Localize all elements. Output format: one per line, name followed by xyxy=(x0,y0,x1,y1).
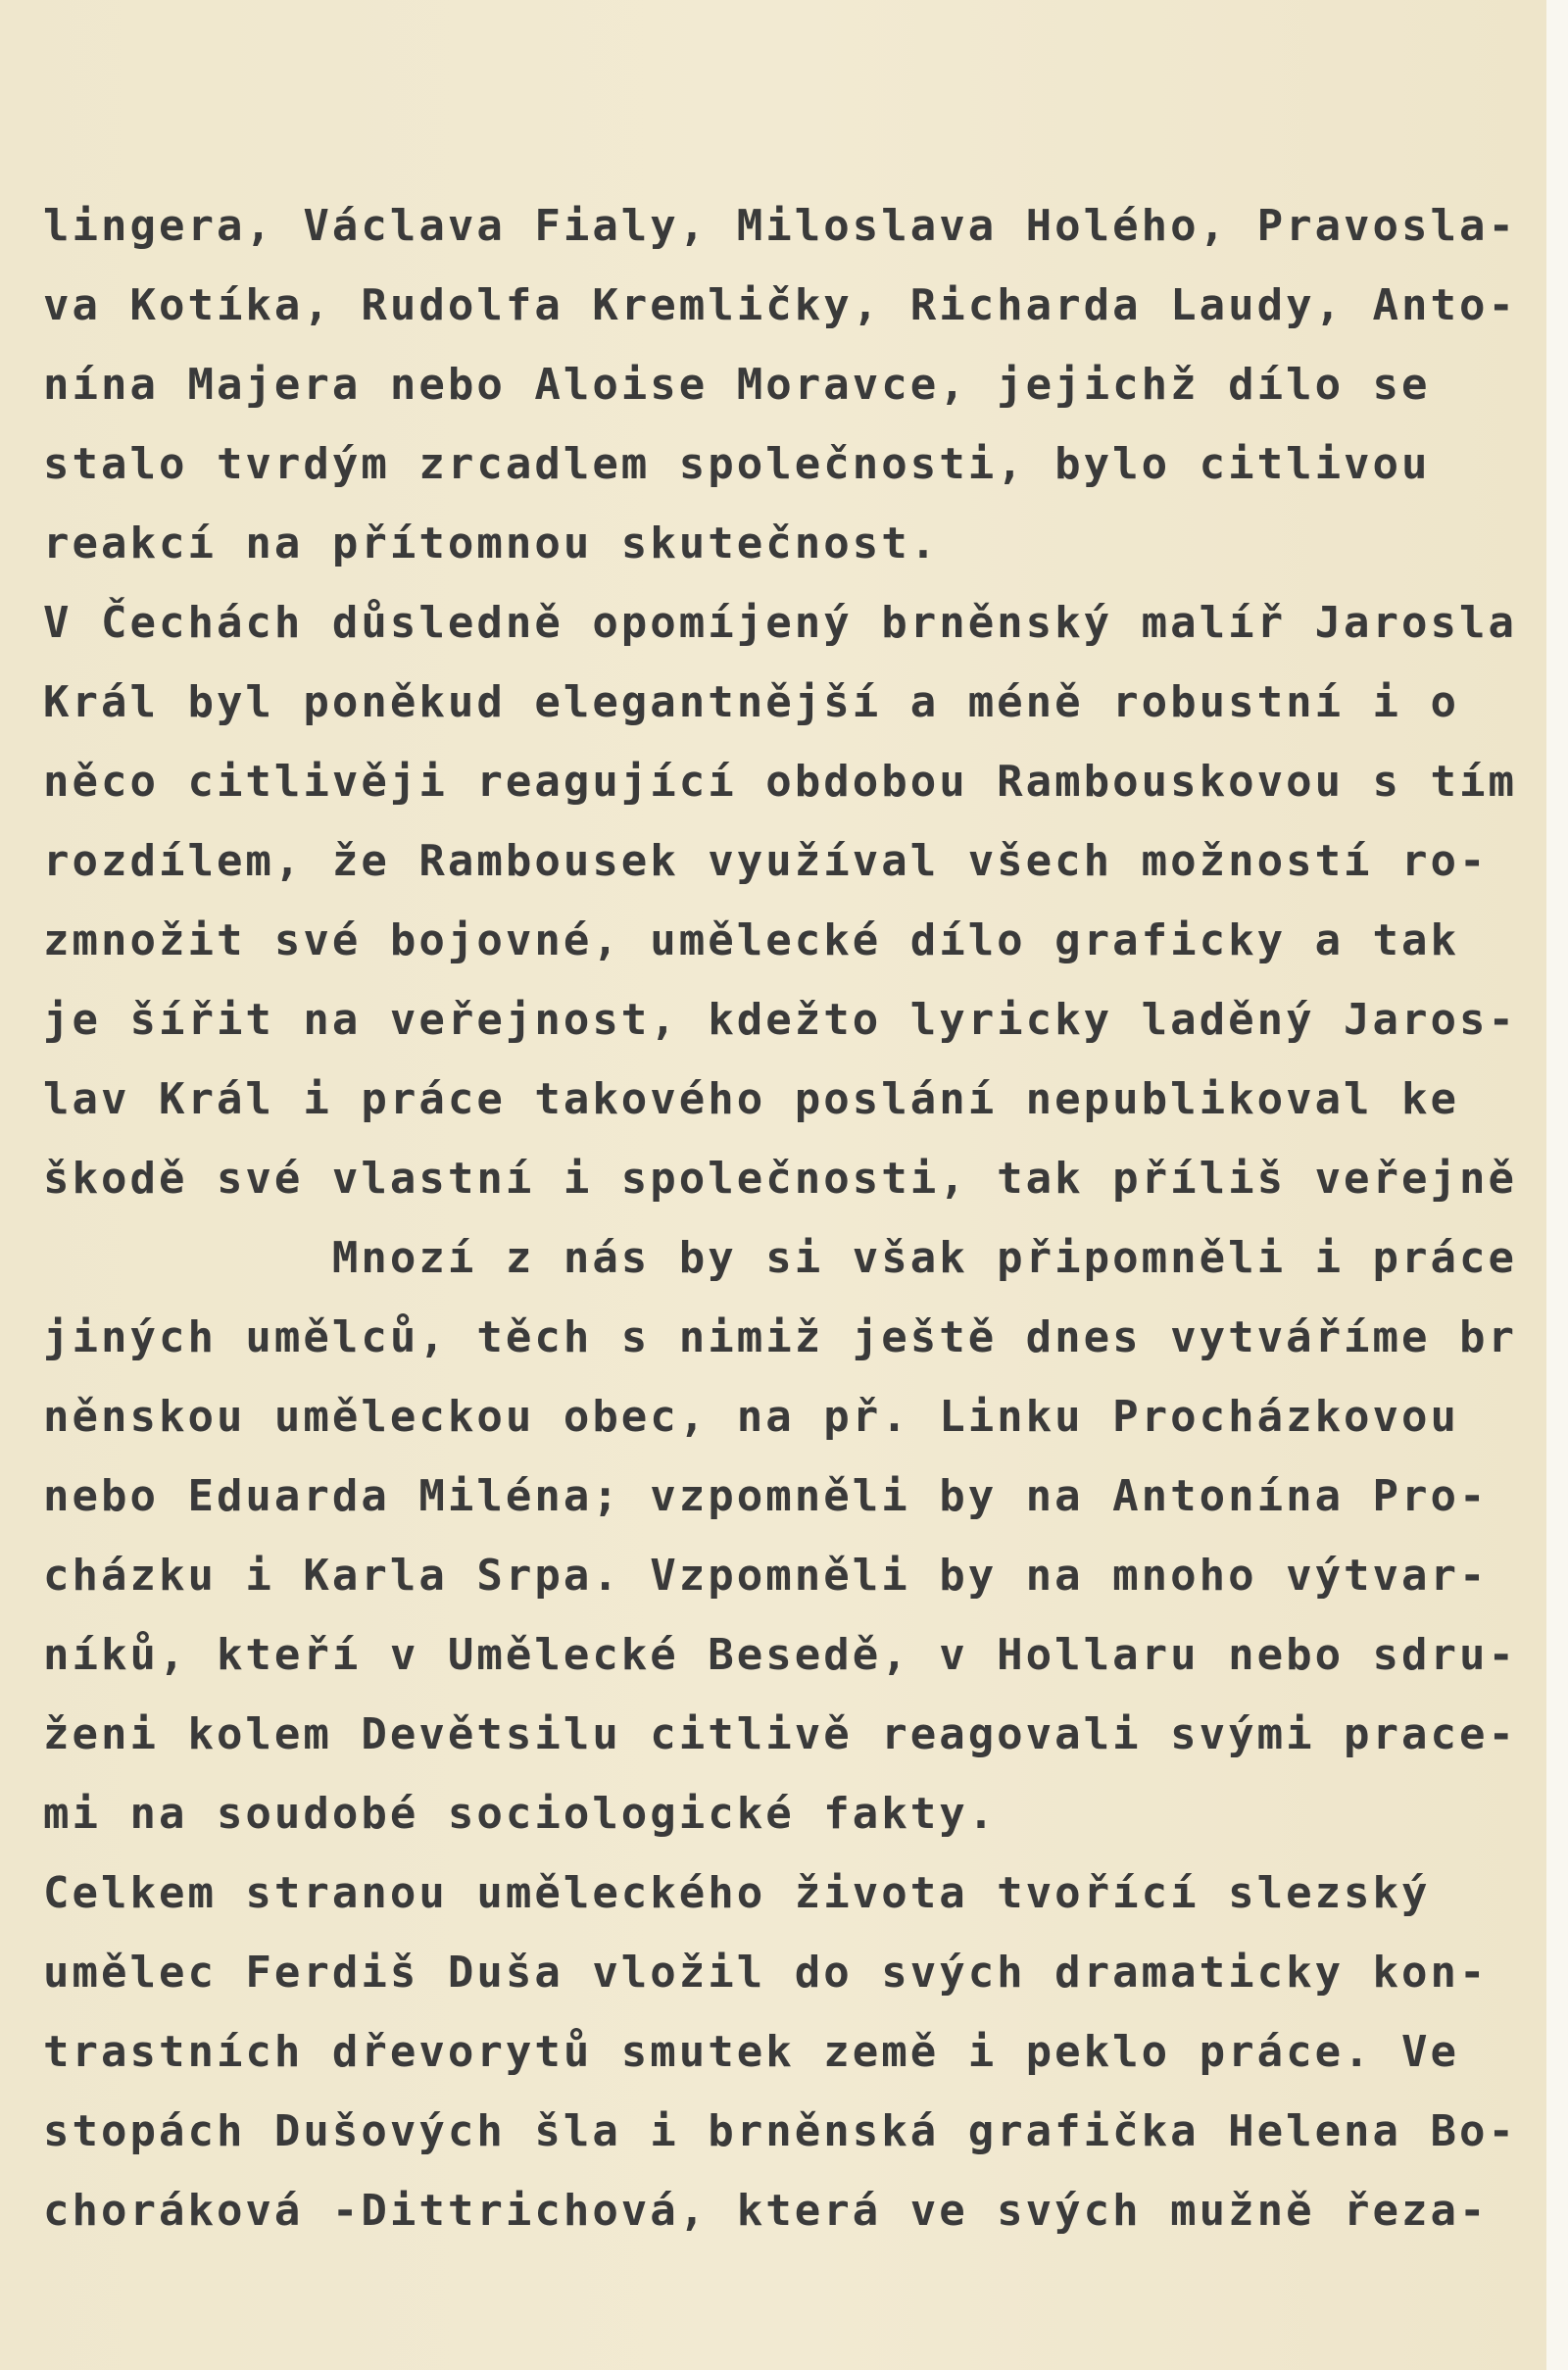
page-edge xyxy=(1546,0,1568,2370)
text-line: umělec Ferdiš Duša vložil do svých dramaticky kon- xyxy=(43,1948,1489,1998)
text-line: stopách Dušových šla i brněnská grafička Helena Bo- xyxy=(43,2106,1518,2156)
text-line: stalo tvrdým zrcadlem společnosti, bylo citlivou xyxy=(43,439,1431,489)
text-line: mi na soudobé sociologické fakty. xyxy=(43,1789,998,1839)
text-line: je šířit na veřejnost, kdežto lyricky laděný Jaros- xyxy=(43,995,1518,1045)
text-line: jiných umělců, těch s nimiž ještě dnes vytváříme br xyxy=(43,1312,1518,1362)
text-line: nebo Eduarda Miléna; vzpomněli by na Antonína Pro- xyxy=(43,1471,1489,1521)
text-line: rozdílem, že Rambousek využíval všech možností ro- xyxy=(43,836,1489,886)
typewritten-text xyxy=(43,186,1546,2250)
text-line: Mnozí z nás by si však připomněli i práce xyxy=(43,1233,1518,1283)
text-line: zmnožit své bojovné, umělecké dílo graficky a tak xyxy=(43,915,1460,965)
text-line: Král byl poněkud elegantnější a méně robustní i o xyxy=(43,677,1460,727)
text-line: lingera, Václava Fialy, Miloslava Holého, Pravosla- xyxy=(43,201,1518,251)
text-line: reakcí na přítomnou skutečnost. xyxy=(43,518,940,568)
text-line: Celkem stranou uměleckého života tvořící slezský xyxy=(43,1868,1431,1918)
text-line: lav Král i práce takového poslání nepublikoval ke xyxy=(43,1074,1460,1124)
text-line: nína Majera nebo Aloise Moravce, jejichž dílo se xyxy=(43,360,1431,410)
text-line: trastních dřevorytů smutek země i peklo práce. Ve xyxy=(43,2027,1460,2077)
text-line: škodě své vlastní i společnosti, tak příliš veřejně xyxy=(43,1154,1518,1204)
text-line: níků, kteří v Umělecké Besedě, v Hollaru nebo sdru- xyxy=(43,1630,1518,1680)
text-line: něnskou uměleckou obec, na př. Linku Procházkovou xyxy=(43,1392,1460,1442)
text-line: něco citlivěji reagující obdobou Rambouskovou s tím xyxy=(43,757,1518,807)
text-line: ženi kolem Devětsilu citlivě reagovali svými prace- xyxy=(43,1709,1518,1759)
text-line: V Čechách důsledně opomíjený brněnský malíř Jarosla xyxy=(43,598,1518,648)
text-line: va Kotíka, Rudolfa Kremličky, Richarda Laudy, Anto- xyxy=(43,280,1518,330)
text-line: choráková -Dittrichová, která ve svých mužně řeza- xyxy=(43,2186,1489,2236)
text-line: cházku i Karla Srpa. Vzpomněli by na mnoho výtvar- xyxy=(43,1551,1489,1601)
